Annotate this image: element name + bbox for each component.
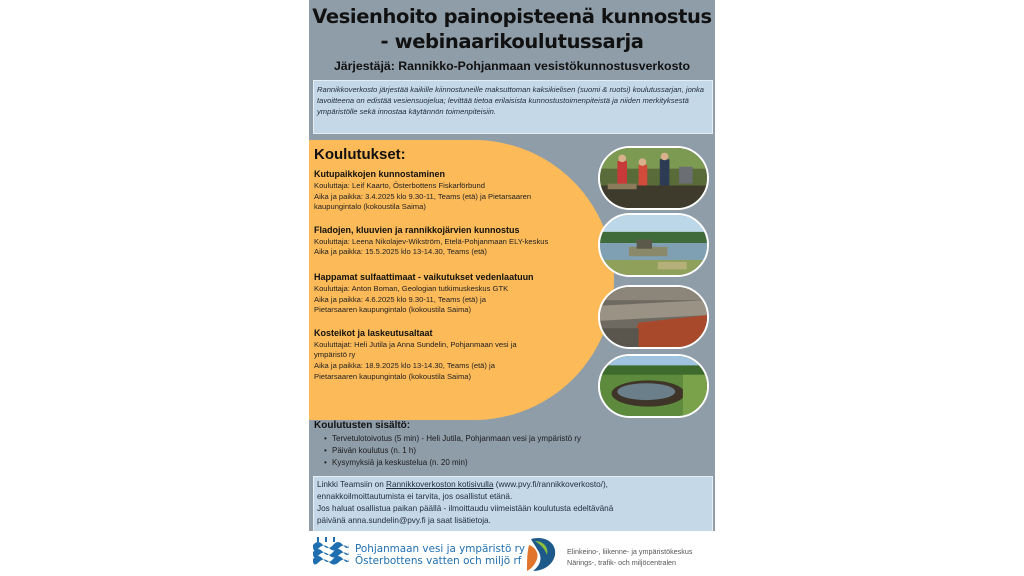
- pvy-logo: [311, 537, 525, 572]
- content-list-item: • Kysymyksiä ja keskustelua (n. 20 min): [324, 457, 708, 469]
- course-line: Kouluttaja: Leif Kaarto, Österbottens Fiskarförbund: [314, 181, 485, 190]
- info-line-4: päivänä anna.sundelin@pvy.fi ja saat lisätietoja.: [317, 516, 491, 525]
- pvy-name-sv: Österbottens vatten och miljö rf: [355, 554, 522, 567]
- info-box: [313, 476, 713, 534]
- info-line-1-prefix: Linkki Teamsiin on: [317, 480, 387, 489]
- pvy-logo-text: [355, 543, 525, 567]
- info-line-1-suffix: (www.pvy.fi/rannikkoverkosto/),: [493, 480, 608, 489]
- boat-on-lake-photo: [598, 213, 709, 277]
- content-list-item: • Tervetulotoivotus (5 min) - Heli Jutila, Pohjanmaan vesi ja ympäristö ry: [324, 433, 708, 445]
- course-line: Aika ja paikka: 3.4.2025 klo 9.30-11, Teams (etä) ja Pietarsaaren: [314, 191, 532, 201]
- info-line-2: ennakkoilmoittautumista ei tarvita, jos osallistut etänä.: [317, 492, 513, 501]
- course-item: [314, 328, 599, 382]
- course-line: Kouluttaja: Anton Boman, Geologian tutkimuskeskus GTK: [314, 283, 509, 293]
- course-item: [314, 169, 599, 213]
- pvy-name-fi: Pohjanmaan vesi ja ympäristö ry: [355, 542, 526, 555]
- courses-section: [314, 146, 599, 391]
- wetland-pond-photo: [598, 354, 709, 418]
- ely-name-fi: Elinkeino-, liikenne- ja ympäristökeskus: [567, 547, 693, 556]
- content-list-item: • Päivän koulutus (n. 1 h): [324, 445, 708, 457]
- course-item: [314, 225, 599, 258]
- poster-title: [309, 4, 715, 54]
- ely-logo-text: [567, 547, 692, 568]
- course-line: Pietarsaaren kaupungintalo (kokoustila Saima): [314, 371, 472, 381]
- content-heading: Koulutusten sisältö:: [314, 420, 411, 431]
- logo-bar: [309, 531, 715, 576]
- ely-logo: [525, 535, 692, 576]
- course-item: [314, 272, 599, 316]
- course-line: Aika ja paikka: 15.5.2025 klo 13-14.30, Teams (etä): [314, 247, 487, 257]
- course-line: kaupungintalo (kokoustila Saima): [314, 202, 426, 212]
- course-line: Aika ja paikka: 4.6.2025 klo 9.30-11, Teams (etä) ja: [314, 294, 486, 304]
- organizer: Järjestäjä: Rannikko-Pohjanmaan vesistökunnostusverkosto: [333, 59, 691, 73]
- title-line-1: Vesienhoito painopisteenä kunnostus: [312, 5, 712, 28]
- info-line-1: [317, 479, 709, 491]
- ely-centre-logo-icon: [525, 535, 561, 576]
- course-title: Happamat sulfaattimaat - vaikutukset vedenlaatuun: [314, 271, 534, 282]
- course-title: Fladojen, kluuvien ja rannikkojärvien kunnostus: [314, 224, 520, 235]
- people-fieldwork-photo: [598, 146, 709, 210]
- course-title: Kutupaikkojen kunnostaminen: [314, 169, 446, 179]
- course-line: Kouluttajat: Heli Jutila ja Anna Sundelin, Pohjanmaan vesi ja: [314, 339, 517, 349]
- ely-name-sv: Närings-, trafik- och miljöcentralen: [567, 557, 677, 567]
- water-waves-logo-icon: [311, 537, 351, 572]
- courses-heading: Koulutukset:: [314, 146, 406, 163]
- poster: [309, 0, 715, 576]
- course-title: Kosteikot ja laskeutusaltaat: [314, 327, 433, 338]
- content-section: [314, 420, 708, 469]
- homepage-link[interactable]: Rannikkoverkoston kotisivulla: [386, 480, 494, 489]
- title-line-2: - webinaarikoulutussarja: [380, 30, 644, 53]
- sulfate-soil-ditch-photo: [598, 285, 709, 349]
- course-line: Kouluttaja: Leena Nikolajev-Wikström, Etelä-Pohjanmaan ELY-keskus: [314, 236, 549, 246]
- course-line: Aika ja paikka: 18.9.2025 klo 13-14.30, Teams (etä) ja: [314, 360, 495, 370]
- course-line: Pietarsaaren kaupungintalo (kokoustila Saima): [314, 305, 472, 315]
- intro-text: Rannikkoverkosto järjestää kaikille kiinnostuneille maksuttoman kaksikielisen (suomi & ruotsi) koulutussarjan, jonka tavoitteena on edistää vesiensuojelua; levittää tietoa erilaisista kunnostustoimenpiteistä ja niiden merkityksestä ympäristölle sekä innostaa käytännön toimenpiteisiin.: [313, 80, 713, 134]
- info-line-3: Jos haluat osallistua paikan päällä - ilmoittaudu viimeistään koulutusta edeltävänä: [317, 504, 614, 513]
- content-list: [314, 433, 708, 469]
- course-line: ympäristö ry: [314, 350, 356, 360]
